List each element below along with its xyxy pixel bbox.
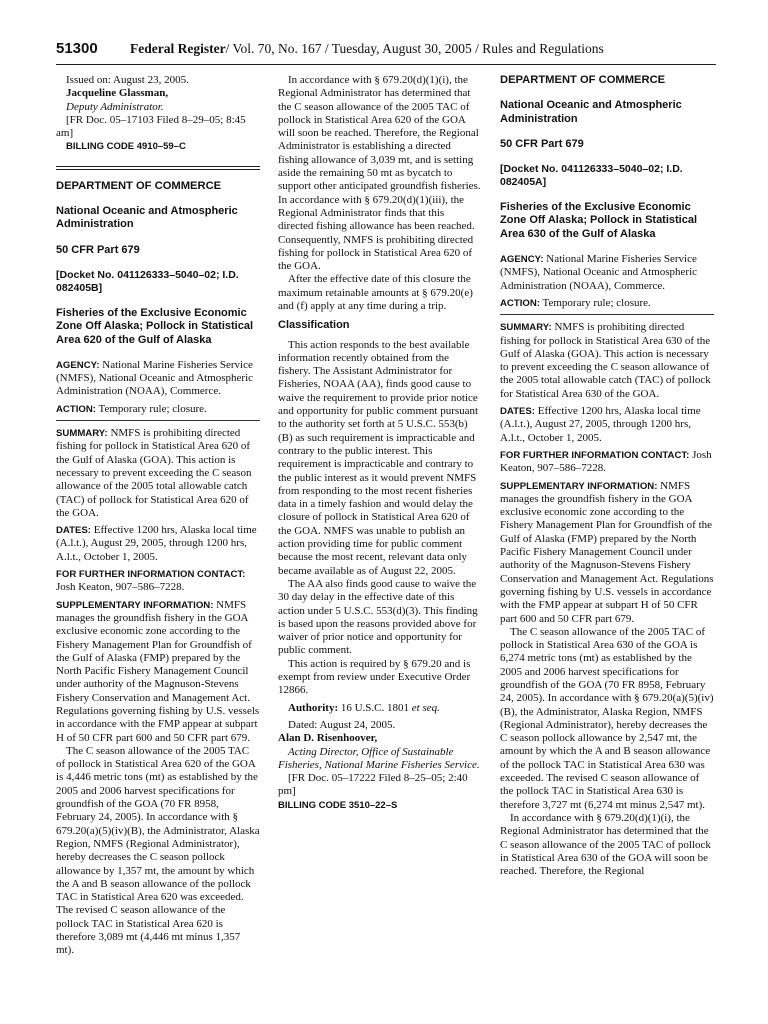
supplementary-section-620 [56, 599, 260, 745]
supplementary-text: NMFS manages the groundfish fishery in the GOA exclusive economic zone according to the Fishery Management Plan for Groundfish of the Gulf of Alaska (FMP) prepared by the North Pacific Fishery Management Council under authority of the Magnuson-Stevens Fishery Conservation and Management Act. Regulations governing fishing by U.S. vessels in accordance with the FMP appear at subpart H of 50 CFR part 600 and 50 CFR part 679. [500, 479, 714, 625]
classification-heading: Classification [278, 319, 350, 332]
agency-text: National Marine Fisheries Service (NMFS), National Oceanic and Atmospheric Administration (NOAA), Commerce. [56, 358, 254, 398]
action-section-620 [56, 403, 260, 421]
agency-text: National Marine Fisheries Service (NMFS), National Oceanic and Atmospheric Administration (NOAA), Commerce. [500, 253, 698, 292]
contact-label: FOR FURTHER INFORMATION CONTACT: [500, 449, 690, 461]
summary-label: SUMMARY: [56, 428, 108, 440]
authority-label: Authority: [288, 701, 339, 714]
column-2 [278, 74, 482, 1014]
prev-signer-title: Deputy Administrator. [66, 100, 164, 113]
paragraph-620-3: After the effective date of this closure the maximum retainable amounts at § 679.20(e) and (f) apply at any time during a trip. [278, 273, 473, 312]
dept-heading-630: DEPARTMENT OF COMMERCE [500, 74, 666, 86]
agency-section-620 [56, 359, 260, 399]
dated-line: Dated: August 24, 2005. [288, 718, 396, 731]
paragraph-620-6: This action is required by § 679.20 and is exempt from review under Executive Order 12866. [278, 657, 471, 697]
column-3 [500, 74, 714, 1014]
document-divider [56, 166, 260, 170]
dates-section-620 [56, 524, 260, 564]
paragraph-630-1: The C season allowance of the 2005 TAC of pollock in Statistical Area 630 of the GOA is 6,274 metric tons (mt) as established by the 2005 and 2006 harvest specifications for groundfish of the GOA (70 FR 8958, February 24, 2005). In accordance with § 679.20(a)(5)(iv)(B), the Administrator, Alaska Region, NMFS (Regional Administrator), hereby decreases the C season pollock allowance by 2,547 mt, the amount by which the A and B season allowance of the pollock TAC in Statistical Area 630 was exceeded. The revised C season allowance of the pollock TAC in Statistical Area 630 is therefore 3,727 mt (6,274 mt minus 2,547 mt). [500, 625, 714, 811]
agency-label: AGENCY: [56, 359, 100, 371]
issue-info: / Vol. 70, No. 167 / Tuesday, August 30, 2005 / Rules and Regulations [225, 41, 604, 56]
contact-section-620 [56, 568, 260, 595]
contact-label: FOR FURTHER INFORMATION CONTACT: [56, 569, 246, 581]
contact-text: Josh Keaton, 907–586–7228. [500, 448, 712, 475]
authority-et-seq: et seq. [411, 701, 440, 714]
supplementary-label: SUPPLEMENTARY INFORMATION: [56, 599, 214, 611]
prev-fr-doc: [FR Doc. 05–17103 Filed 8–29–05; 8:45 am] [56, 113, 246, 140]
cfr-heading-620: 50 CFR Part 679 [56, 243, 140, 256]
summary-section-630 [500, 321, 714, 401]
paragraph-620-1: The C season allowance of the 2005 TAC of pollock in Statistical Area 620 of the GOA is 4,446 metric tons (mt) as established by the 2005 and 2006 harvest specifications for groundfish of the GOA (70 FR 8958, February 24, 2005). In accordance with § 679.20(a)(5)(iv)(B), the Administrator, Alaska Region, NMFS (Regional Administrator), hereby decreases the C season pollock allowance by 1,357 mt, the amount by which the A and B season allowance of the pollock TAC in Statistical Area 620 was exceeded. The revised C season allowance of the pollock TAC in Statistical Area 620 is therefore 3,089 mt (4,446 mt minus 1,357 mt). [56, 744, 260, 957]
page-header [56, 40, 716, 65]
billing-code-620: BILLING CODE 3510–22–S [278, 799, 398, 811]
running-head [130, 41, 604, 57]
summary-text: NMFS is prohibiting directed fishing for pollock in Statistical Area 620 of the Gulf of Alaska (GOA). This action is necessary to prevent exceeding the C season allowance of the 2005 total allowable catch (TAC) of pollock for Statistical Area 620 of the GOA. [56, 427, 252, 519]
dates-section-630 [500, 405, 714, 445]
agency-section-630 [500, 253, 714, 293]
cfr-heading-630: 50 CFR Part 679 [500, 137, 584, 150]
dept-heading-620: DEPARTMENT OF COMMERCE [56, 179, 222, 192]
supplementary-label: SUPPLEMENTARY INFORMATION: [500, 480, 658, 492]
issued-on: Issued on: August 23, 2005. [66, 74, 189, 86]
dates-text: Effective 1200 hrs, Alaska local time (A.l.t.), August 27, 2005, through 1200 hrs, A.l.t., October 1, 2005. [500, 405, 701, 444]
action-text: Temporary rule; closure. [98, 402, 207, 415]
action-label: ACTION: [500, 297, 540, 309]
dates-text: Effective 1200 hrs, Alaska local time (A.l.t.), August 29, 2005, through 1200 hrs, A.l.t., October 1, 2005. [56, 524, 257, 563]
prev-billing-code: BILLING CODE 4910–59–C [66, 141, 186, 153]
action-text: Temporary rule; closure. [542, 296, 651, 309]
authority-line [278, 702, 482, 715]
supplementary-section-630 [500, 480, 714, 626]
agency-heading-630: National Oceanic and Atmospheric Administration [500, 99, 682, 125]
column-1 [56, 74, 260, 1014]
journal-name: Federal Register [130, 41, 226, 56]
paragraph-630-2: In accordance with § 679.20(d)(1)(i), the Regional Administrator has determined that the C season allowance of the 2005 TAC of pollock in Statistical Area 630 of the GOA will soon be reached. Therefore, the Regional [500, 811, 711, 878]
paragraph-620-5: The AA also finds good cause to waive the 30 day delay in the effective date of this action under 5 U.S.C. 553(d)(3). This finding is based upon the reasons provided above for waiver of prior notice and opportunity for public comment. [278, 577, 478, 657]
docket-620: [Docket No. 041126333–5040–02; I.D. 082405B] [56, 268, 239, 294]
contact-section-630 [500, 449, 714, 476]
summary-label: SUMMARY: [500, 322, 552, 334]
action-label: ACTION: [56, 403, 96, 415]
paragraph-620-4: This action responds to the best available information recently obtained from the fishery. The Assistant Administrator for Fisheries, NOAA (AA), finds good cause to waive the requirement to provide prior notice and opportunity for public comment pursuant to the authority set forth at 5 U.S.C. 553(b)(B) as such requirement is impracticable and contrary to the public interest. This requirement is impracticable and contrary to the public interest as it would prevent NMFS from responding to the most recent fisheries data in a timely fashion and would delay the closure of pollock in Statistical Area 620 of the GOA. NMFS was unable to publish an action providing time for public comment because the most recent, relevant data only became available as of August 22, 2005. [278, 338, 479, 577]
supplementary-text: NMFS manages the groundfish fishery in the GOA exclusive economic zone according to the Fishery Management Plan for Groundfish of the Gulf of Alaska (FMP) prepared by the North Pacific Fishery Management Council under authority of the Magnuson-Stevens Fishery Conservation and Management Act. Regulations governing fishing by U.S. vessels in accordance with the FMP appear at subpart H of 50 CFR part 600 and 50 CFR part 679. [56, 598, 260, 744]
summary-text: NMFS is prohibiting directed fishing for pollock in Statistical Area 630 of the Gulf of Alaska (GOA). This action is necessary to prevent exceeding the C season allowance of the 2005 total allowable catch (TAC) of pollock for Statistical Area 630 of the GOA. [500, 321, 711, 400]
page-number: 51300 [56, 40, 98, 57]
signer-title: Acting Director, Office of Sustainable Fisheries, National Marine Fisheries Service. [278, 745, 480, 771]
dates-label: DATES: [500, 406, 535, 418]
action-section-630 [500, 297, 714, 315]
summary-section-620 [56, 427, 260, 520]
agency-heading-620: National Oceanic and Atmospheric Administration [56, 205, 238, 231]
prev-signer: Jacqueline Glassman, [66, 87, 169, 100]
rule-title-620: Fisheries of the Exclusive Economic Zone Off Alaska; Pollock in Statistical Area 620 of the Gulf of Alaska [56, 306, 254, 346]
fr-doc-620: [FR Doc. 05–17222 Filed 8–25–05; 2:40 pm] [278, 772, 468, 798]
authority-text: 16 U.S.C. 1801 [340, 701, 410, 714]
signer-name: Alan D. Risenhoover, [278, 732, 378, 745]
dates-label: DATES: [56, 525, 91, 537]
paragraph-620-2: In accordance with § 679.20(d)(1)(i), the Regional Administrator has determined that the C season allowance of the 2005 TAC of pollock in Statistical Area 620 of the GOA will soon be reached. Therefore, the Regional Administrator is establishing a directed fishing allowance of 3,039 mt, and is setting aside the remaining 50 mt as bycatch to support other anticipated groundfish fisheries. In accordance with § 679.20(d)(1)(iii), the Regional Administrator finds that this directed fishing allowance has been reached. Consequently, NMFS is prohibiting directed fishing for pollock in Statistical Area 620 of the GOA. [278, 74, 481, 273]
rule-title-630: Fisheries of the Exclusive Economic Zone Off Alaska; Pollock in Statistical Area 630 of the Gulf of Alaska [500, 201, 698, 240]
docket-630: [Docket No. 041126333–5040–02; I.D. 082405A] [500, 163, 683, 189]
agency-label: AGENCY: [500, 254, 544, 266]
contact-text: Josh Keaton, 907–586–7228. [56, 581, 185, 594]
